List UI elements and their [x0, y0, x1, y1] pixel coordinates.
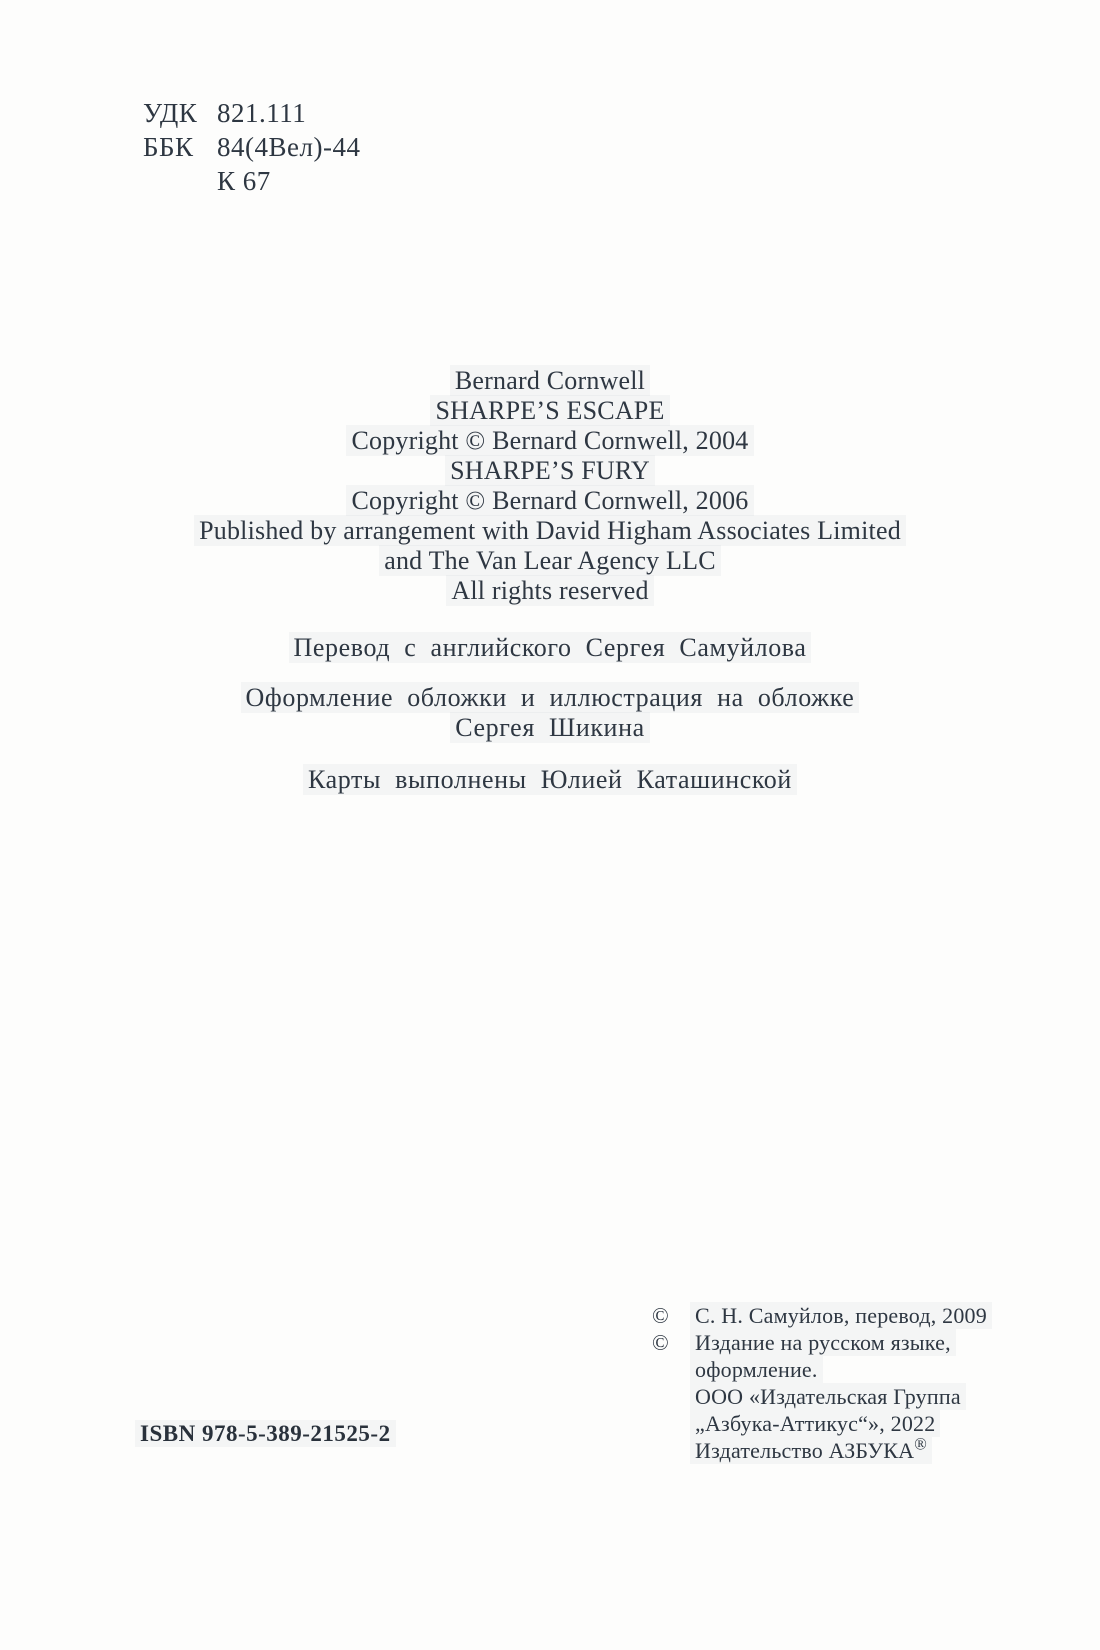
udk-value: 821.111 — [217, 98, 307, 128]
bbk-value: 84(4Вел)-44 — [217, 132, 361, 162]
author-sign: К 67 — [217, 166, 271, 196]
classification-codes — [143, 98, 360, 200]
copyright-notice-publisher-group — [652, 1383, 992, 1410]
copyright-symbol-icon: © — [652, 1303, 669, 1328]
bbk-label: ББК — [143, 132, 194, 162]
copyright-notice-design — [652, 1356, 992, 1383]
copyright-notice-text: Издание на русском языке, — [690, 1329, 956, 1356]
registered-trademark-icon: ® — [914, 1434, 927, 1454]
copyright-notice-edition — [652, 1329, 992, 1356]
rights-line-title-1: SHARPE’S ESCAPE — [0, 396, 1100, 426]
copyright-notice-text: ООО «Издательская Группа — [690, 1383, 966, 1410]
cover-design-credit-line-1: Оформление обложки и иллюстрация на обложке — [0, 683, 1100, 713]
rights-and-credits-column — [0, 366, 1100, 795]
copyright-notice-text: Издательство АЗБУКА® — [690, 1437, 932, 1464]
rights-line-copyright-1: Copyright © Bernard Cornwell, 2004 — [0, 426, 1100, 456]
copyright-notice-azbuka — [652, 1434, 992, 1464]
maps-credit: Карты выполнены Юлией Каташинской — [0, 765, 1100, 795]
author-sign-line — [143, 166, 360, 200]
copyright-notices — [652, 1302, 992, 1464]
rights-line-agency: and The Van Lear Agency LLC — [0, 546, 1100, 576]
author-sign-spacer — [143, 166, 217, 200]
rights-line-author: Bernard Cornwell — [0, 366, 1100, 396]
copyright-notice-text: С. Н. Самуйлов, перевод, 2009 — [690, 1302, 992, 1329]
isbn: ISBN 978-5-389-21525-2 — [135, 1421, 396, 1447]
rights-line-title-2: SHARPE’S FURY — [0, 456, 1100, 486]
rights-line-arrangement: Published by arrangement with David Higham Associates Limited — [0, 516, 1100, 546]
translator-credit: Перевод с английского Сергея Самуйлова — [0, 633, 1100, 663]
copyright-notice-translation — [652, 1302, 992, 1329]
copyright-notice-publisher-group-2 — [652, 1410, 992, 1437]
rights-line-reserved: All rights reserved — [0, 576, 1100, 606]
udk-line — [143, 98, 360, 132]
copyright-symbol-icon: © — [652, 1330, 669, 1355]
cover-design-credit-line-2: Сергея Шикина — [0, 713, 1100, 743]
udk-label: УДК — [143, 98, 198, 128]
copyright-notice-text: оформление. — [690, 1356, 823, 1383]
bbk-line — [143, 132, 360, 166]
copyright-notice-text: „Азбука-Аттикус“», 2022 — [690, 1410, 940, 1437]
rights-line-copyright-2: Copyright © Bernard Cornwell, 2006 — [0, 486, 1100, 516]
